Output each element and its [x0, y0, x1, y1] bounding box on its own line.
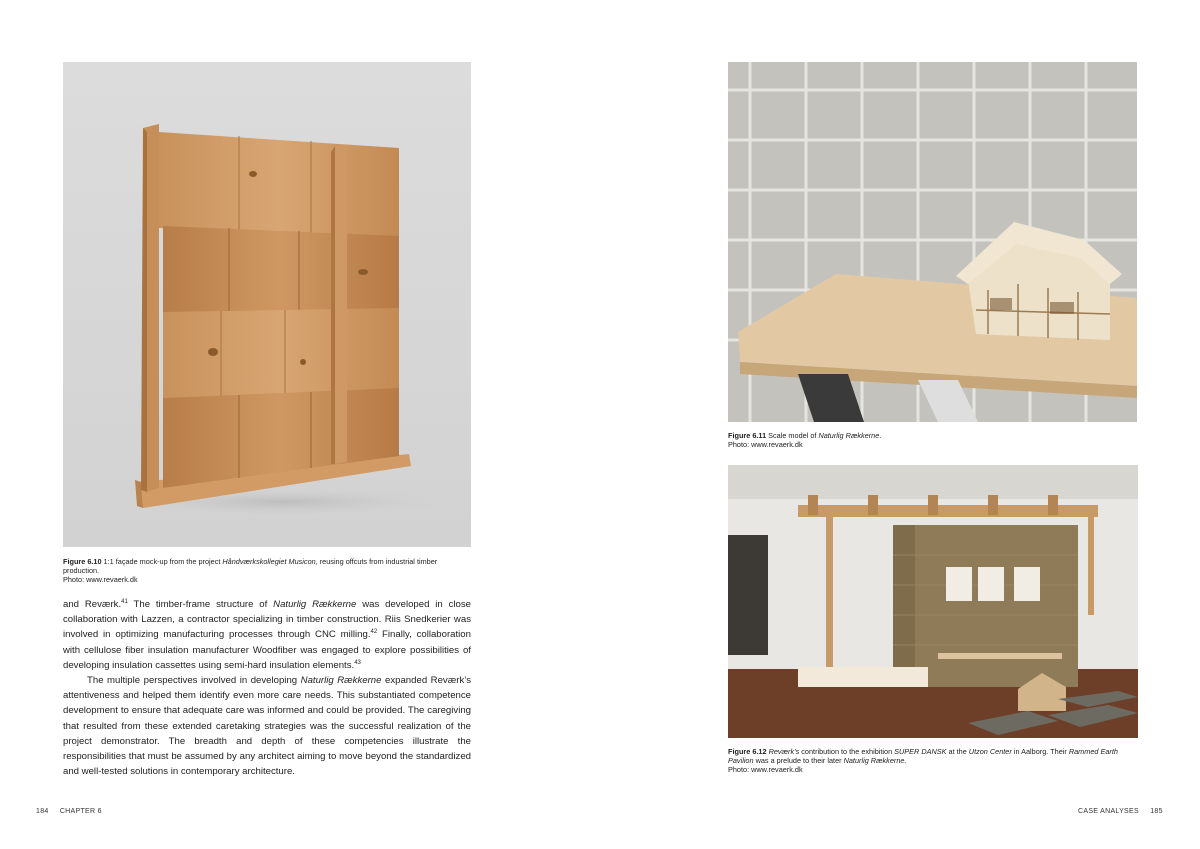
page-number: 184: [36, 808, 49, 815]
page-number: 185: [1150, 808, 1163, 815]
figure-6-10-photo: [63, 62, 471, 547]
right-page: [600, 0, 1200, 849]
caption-text: .: [879, 431, 882, 440]
caption-project-title: Håndværkskollegiet Musicon,: [222, 557, 318, 566]
figure-label: Figure 6.10: [63, 557, 102, 566]
figure-6-11-photo: [728, 62, 1137, 422]
facade-mockup-illustration: [63, 62, 471, 547]
figure-6-10-caption: [63, 557, 471, 584]
figure-6-11-caption: [728, 431, 1137, 449]
running-head: CASE ANALYSES: [1078, 808, 1139, 815]
footnote-ref: 43: [354, 659, 361, 666]
caption-project-title: Naturlig Rækkerne: [818, 431, 880, 440]
exhibition-pavilion-illustration: [728, 465, 1138, 738]
figure-6-12-caption: Figure 6.12 Reværk’s contribution to the exhibition SUPER DANSK at the Utzon Center in Aalborg. Their Rammed Earth Pavilion was a prelude to their later Naturlig Rækkerne. Photo: www.revaerk.dk: [728, 747, 1118, 774]
paragraph-1: and Reværk.$^{41}$ The timber-frame structure of Naturlig Rækkerne was developed in close collaboration with Lazzen, a contractor specializing in timber construction. Riis Snedkerier was involved in optimizing manufacturing processes through CNC milling.$^{42}$ Finally, collaboration with cellulose fiber insulation manufacturer Woodfiber was engaged to explore possibilities of developing insulation cassettes using semi-hard insulation elements.$^{43}$: [63, 599, 472, 671]
figure-6-12-photo: [728, 465, 1138, 738]
photo-credit: Photo: www.revaerk.dk: [728, 440, 803, 449]
photo-credit: Photo: www.revaerk.dk: [63, 575, 138, 584]
figure-label: Figure 6.12: [728, 747, 767, 756]
body-text: [63, 597, 471, 779]
caption-text: reusing offcuts from industrial timber production.: [63, 557, 438, 575]
paragraph-2: The multiple perspectives involved in developing Naturlig Rækkerne expanded Reværk’s attentiveness and helped them identify even more care needs. This substantiated competence development to ensure that adequate care was informed and could be provided. The caregiving that resulted from these extended caretaking strategies was the successful realization of the project demonstrator. The breadth and depth of these competencies illustrate the responsibilities that must be assumed by any architect aiming to move beyond the standardized and well-tested solutions in contemporary architecture.: [63, 675, 472, 778]
footnote-ref: 41: [121, 599, 128, 605]
scale-model-illustration: [728, 62, 1137, 422]
left-footer: [36, 808, 102, 815]
right-footer: [1078, 808, 1163, 815]
running-head: CHAPTER 6: [59, 808, 102, 815]
caption-text: Scale model of: [766, 431, 819, 440]
caption-text: 1:1 façade mock-up from the project: [101, 557, 223, 566]
footnote-ref: 42: [370, 629, 378, 636]
figure-label: Figure 6.11: [728, 431, 767, 440]
photo-credit: Photo: www.revaerk.dk: [728, 765, 803, 774]
